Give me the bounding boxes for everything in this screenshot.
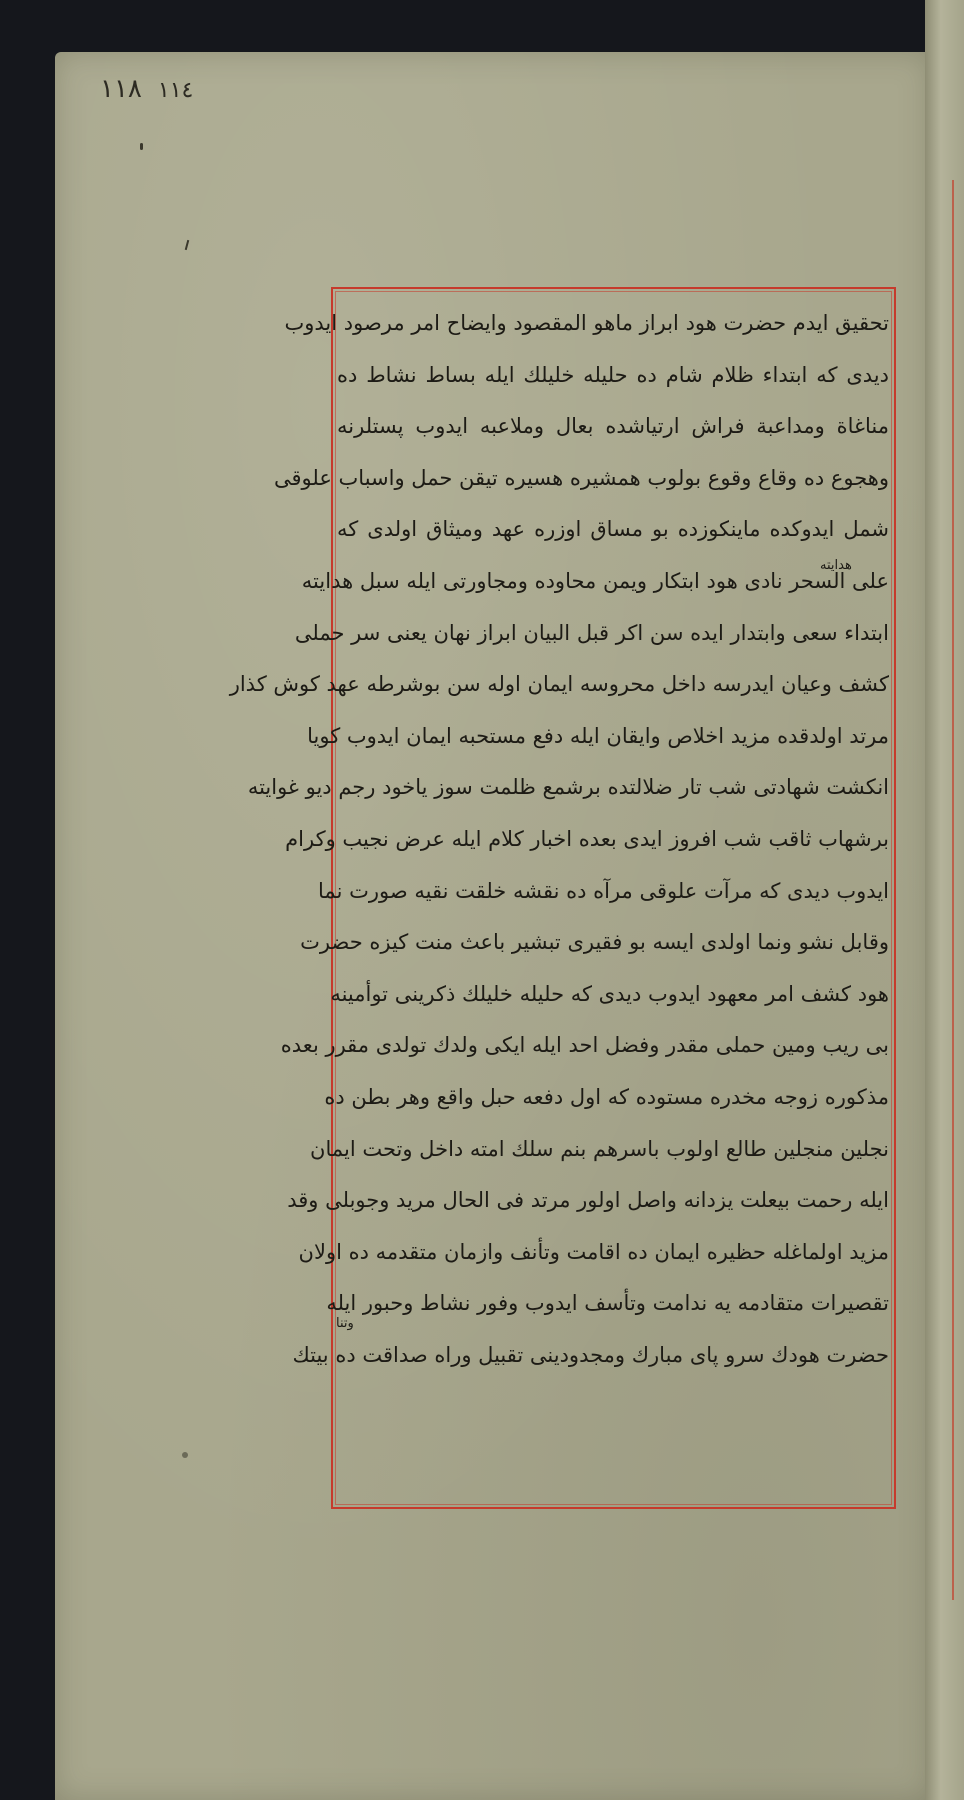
text-line: مناغاة ومداعبة فراش ارتياشده بعال وملاعبه ايدوب پستلرنه bbox=[337, 414, 889, 439]
text-line: كشف وعيان ايدرسه داخل محروسه ايمان اوله سن بوشرطه عهد كوش كذار bbox=[229, 672, 889, 697]
folio-number: ١١٨ bbox=[100, 74, 142, 104]
ink-speck bbox=[182, 1452, 188, 1458]
text-line: هود كشف امر معهود ايدوب ديدى كه حليله خليلك ذكرينى توأمينه bbox=[330, 981, 889, 1006]
marginal-correction: وتنا bbox=[336, 1316, 354, 1331]
text-line: انكشت شهادتى شب تار ضلالتده برشمع ظلمت سوز ياخود رجم ديو غوايته bbox=[247, 775, 889, 800]
text-line: برشهاب ثاقب شب افروز ايدى بعده اخبار كلام ايله عرض نجيب وكرام bbox=[285, 826, 889, 851]
interlinear-gloss: هدايته bbox=[820, 558, 852, 573]
text-line: وهجوع ده وقاع وقوع بولوب همشيره هسيره تيقن حمل واسباب علوقى bbox=[273, 465, 889, 490]
text-line: ديدى كه ابتداء ظلام شام ده حليله خليلك ايله بساط نشاط ده bbox=[337, 362, 889, 387]
text-line: حضرت هودك سرو پاى مبارك ومجدودينى تقبيل وراه صداقت ده بيتك bbox=[292, 1342, 889, 1367]
folio-number-secondary: ١١٤ bbox=[157, 78, 194, 103]
text-line: ابتداء سعى وابتدار ايده سن اكر قبل البيان ابراز نهان يعنى سر حملى bbox=[294, 620, 889, 645]
text-line: ايدوب ديدى كه مرآت علوقى مرآه ده نقشه خلقت نقيه صورت نما bbox=[318, 878, 889, 903]
facing-page-edge bbox=[925, 0, 964, 1800]
text-line: ايله رحمت بيعلت يزدانه واصل اولور مرتد فى الحال مريد وجوبلى وقد bbox=[287, 1188, 889, 1213]
text-line: تحقيق ايدم حضرت هود ابراز ماهو المقصود وايضاح امر مرصود ايدوب bbox=[284, 311, 889, 335]
ink-speck bbox=[140, 143, 143, 150]
text-block bbox=[229, 298, 889, 1381]
text-line: بى ريب ومين حملى مقدر وفضل احد ايله ايكى ولدك تولدى مقرر بعده bbox=[280, 1033, 889, 1058]
text-line: نجلين منجلين طالع اولوب باسرهم بنم سلك امته داخل وتحت ايمان bbox=[310, 1136, 889, 1161]
text-line: مزيد اولماغله حظيره ايمان ده اقامت وتأنف وازمان متقدمه ده اولان bbox=[298, 1239, 889, 1264]
text-line: مرتد اولدقده مزيد اخلاص وايقان ايله دفع مستحبه ايمان ايدوب كويا bbox=[307, 723, 889, 748]
facing-page-frame-line bbox=[952, 180, 954, 1600]
text-line: وقابل نشو ونما اولدى ايسه بو فقيرى تبشير باعث منت كيزه حضرت bbox=[300, 930, 889, 955]
text-line: تقصيرات متقادمه يه ندامت وتأسف ايدوب وفور نشاط وحبور ايله bbox=[326, 1291, 889, 1316]
text-line: مذكوره زوجه مخدره مستوده كه اول دفعه حبل واقع وهر بطن ده bbox=[324, 1084, 889, 1109]
text-line: شمل ايدوكده ماينكوزده بو مساق اوزره عهد وميثاق اولدى كه bbox=[337, 517, 889, 542]
folio-numbers bbox=[100, 74, 193, 104]
text-line: على السحر نادى هود ابتكار ويمن محاوده ومجاورتى ايله سبل هدايته bbox=[301, 568, 889, 593]
